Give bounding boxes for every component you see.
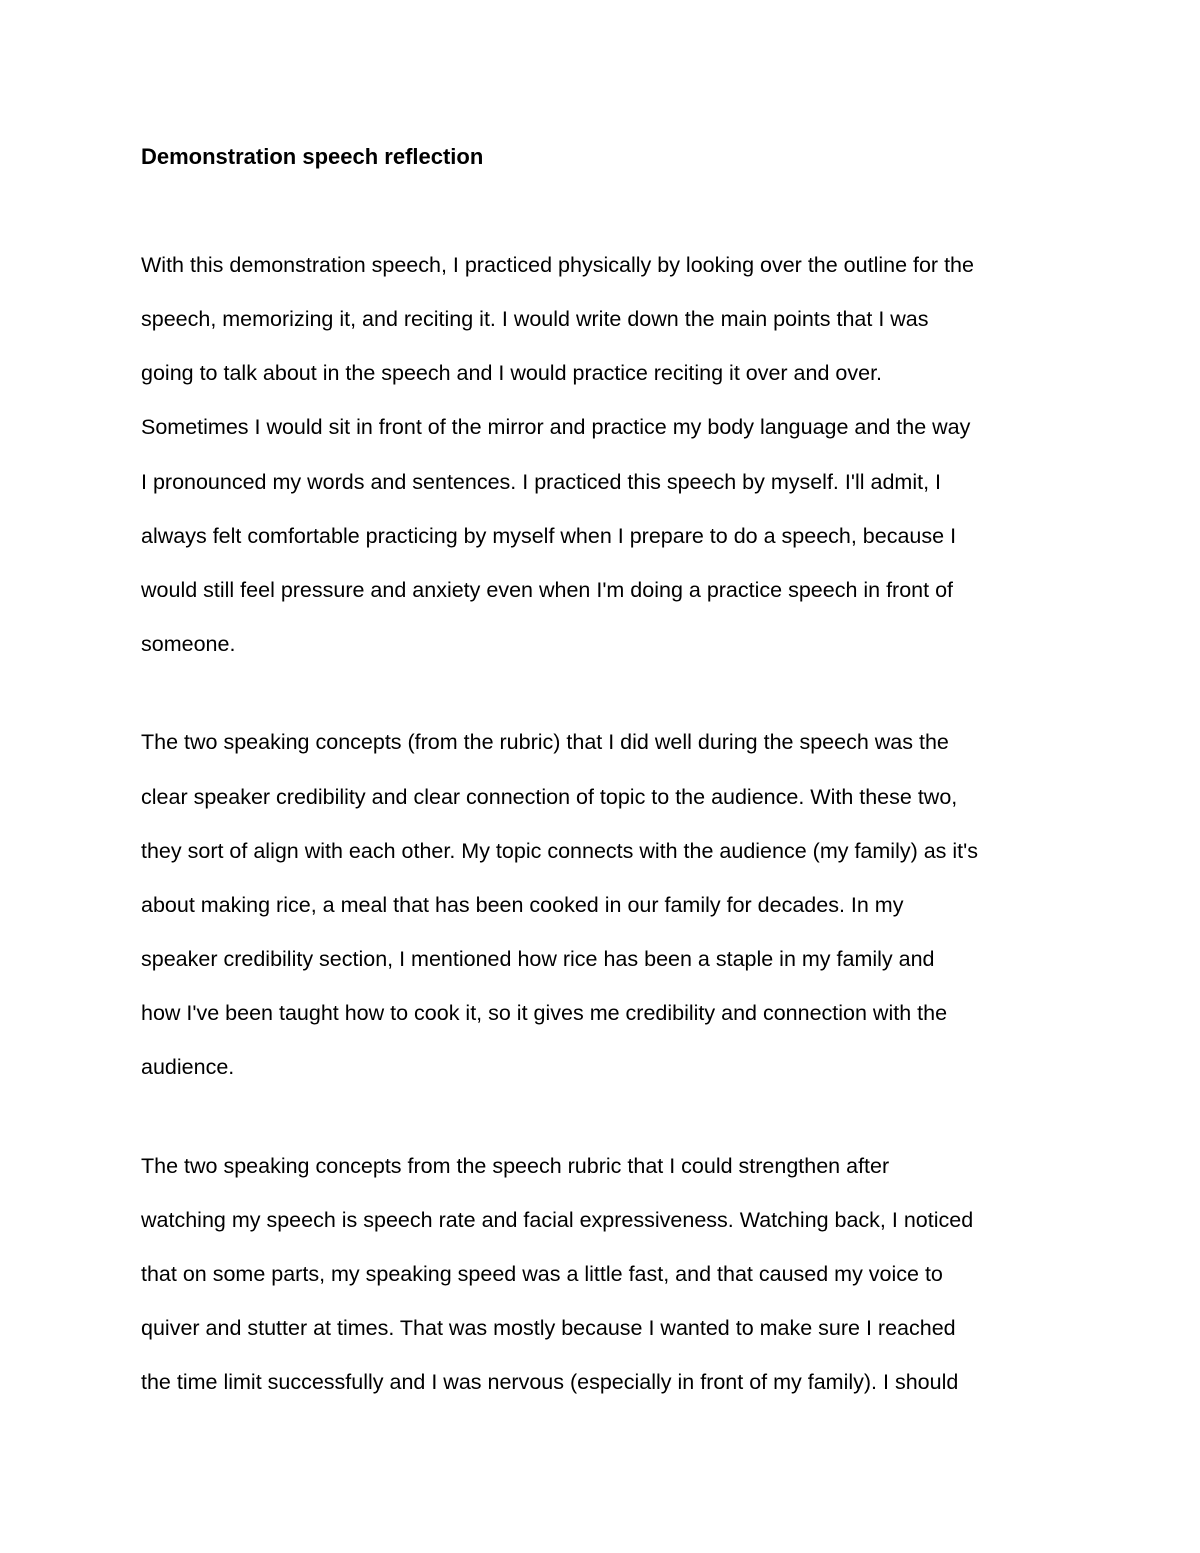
paragraph-2-line-3: they sort of align with each other. My topic connects with the audience (my family) as it's <box>141 839 979 863</box>
paragraph-3-line-1: The two speaking concepts from the speech rubric that I could strengthen after <box>141 1154 890 1178</box>
paragraph-3-line-3: that on some parts, my speaking speed was a little fast, and that caused my voice to <box>141 1262 943 1286</box>
paragraph-1-line-4: Sometimes I would sit in front of the mirror and practice my body language and the way <box>141 415 971 439</box>
paragraph-1-line-6: always felt comfortable practicing by myself when I prepare to do a speech, because I <box>141 524 957 548</box>
document-title: Demonstration speech reflection <box>141 144 484 169</box>
paragraph-2-line-6: how I've been taught how to cook it, so it gives me credibility and connection with the <box>141 1001 948 1025</box>
paragraph-3-line-5: the time limit successfully and I was nervous (especially in front of my family). I should <box>141 1370 959 1394</box>
paragraph-2-line-1: The two speaking concepts (from the rubric) that I did well during the speech was the <box>141 730 949 754</box>
paragraph-2-line-5: speaker credibility section, I mentioned how rice has been a staple in my family and <box>141 947 935 971</box>
paragraph-3-line-2: watching my speech is speech rate and facial expressiveness. Watching back, I noticed <box>141 1208 974 1232</box>
paragraph-2-line-4: about making rice, a meal that has been cooked in our family for decades. In my <box>141 893 904 917</box>
paragraph-2-line-2: clear speaker credibility and clear connection of topic to the audience. With these two, <box>141 785 958 809</box>
paragraph-3-line-4: quiver and stutter at times. That was mostly because I wanted to make sure I reached <box>141 1316 956 1340</box>
paragraph-1-line-7: would still feel pressure and anxiety even when I'm doing a practice speech in front of <box>141 578 954 602</box>
paragraph-1-line-3: going to talk about in the speech and I would practice reciting it over and over. <box>141 361 883 385</box>
paragraph-1-line-2: speech, memorizing it, and reciting it. I would write down the main points that I was <box>141 307 929 331</box>
paragraph-1-line-5: I pronounced my words and sentences. I practiced this speech by myself. I'll admit, I <box>141 470 941 494</box>
paragraph-1-line-8: someone. <box>141 632 236 656</box>
paragraph-2-line-7: audience. <box>141 1055 235 1079</box>
paragraph-1-line-1: With this demonstration speech, I practiced physically by looking over the outline for the <box>141 253 974 277</box>
